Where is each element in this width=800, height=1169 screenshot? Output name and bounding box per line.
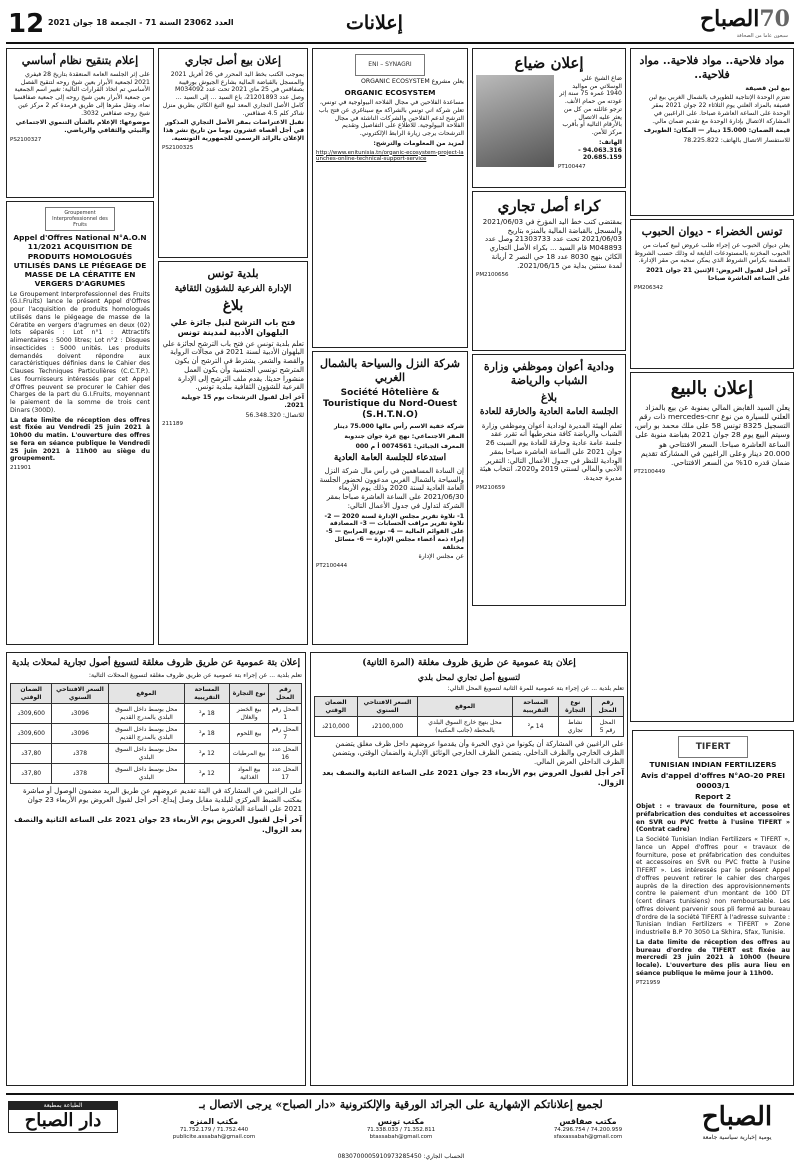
ad-market-left-intro: تعلم بلدية ... عن إجراء بتة عمومية عن طريق ظروف مغلقة لتسويغ المحلات التالية:	[88, 672, 302, 680]
ad-eni-title: ORGANIC ECOSYSTEM	[344, 87, 436, 97]
table-cell: 37,80د	[11, 744, 52, 764]
footer-offices	[126, 1117, 676, 1141]
footer-bank: الحساب الجاري: 0830700005910973285450	[337, 1153, 465, 1160]
ad-rent-body: بمقتضى كتب خط اليد المؤرخ في 2021/06/03 والمسجل بالقباضة المالية بالمنزه بتاريخ 2021/06/03 تحت عدد 21303733 وصل عدد M048893 قام السيد ... بكراء الأصل التجاري الكائن بنهج 8030 عدد 18 حي النصر 2 أريانة لمدة سنتين بداية من 2021/06/15.	[482, 217, 622, 270]
ad-tifert-ref: PT21959	[636, 979, 661, 986]
ad-baladia	[158, 261, 308, 645]
tifert-logo: TIFERT	[678, 736, 748, 758]
ad-kiosk-title: إعلان بيع أصل تجاري	[184, 54, 282, 67]
logo-name: الصباح	[699, 6, 760, 32]
ad-kiosk-body: بموجب الكتب بخط اليد المحرر في 26 أفريل 2021 والمسجل بالقباضة المالية بشارع الجيوش بورقيبة بصفاقس في 25 ماي 2021 تحت عدد M034092 وصل عدد 21201893، باع السيد ... إلى السيد ... كامل الأصل التجاري المعد لبيع التبغ الكائن بطريق منزل شاكر كلم 4.5 صفاقس.	[162, 70, 304, 117]
table-header: الضمان الوقتي	[11, 684, 52, 704]
ad-eni-body: مساعدة الفلاحين في مجال الفلاحة البيولوجية في تونس، تعلن شركة اني تونس بالشراكة مع سيناغري عن فتح باب الترشح لدعم الفلاحين والشركات الناشئة في مجال الفلاحة البيولوجية. للاطلاع على التفاصيل وتقديم الترشحات يرجى زيارة الرابط الإلكتروني.	[318, 99, 464, 137]
ad-hotel-title-ar: شركة النزل والسياحة بالشمال الغربي	[320, 357, 460, 384]
footer-banner: لجميع إعلاناتكم الإشهارية على الجرائد الورقية والإلكترونية «دار الصباح» يرجى الاتصال بـ	[199, 1098, 603, 1111]
footer-print-logo	[8, 1101, 118, 1133]
ad-gifruits-title: Appel d'Offres National N°A.O.N 11/2021 ACQUISITION DE PRODUITS HOMOLOGUÉS UTILISÉS DANS LE PIÉGEAGE DE MASSE DE LA CÉRATITE EN VERGERS D'AGRUMES	[13, 233, 147, 289]
table-cell: 14 م²	[512, 717, 559, 737]
ad-farm-lot: قيمة الضمان: 15.000 دينار — المكان: الطويرف	[643, 127, 790, 135]
table-cell: 2100,000د	[357, 717, 418, 737]
footer-logo-tag: يومية إخبارية سياسية جامعة	[702, 1133, 772, 1141]
ad-market-right-intro: تعلم بلدية ... عن إجراء بتة عمومية للمرة الثانية لتسويغ المحل التالي:	[447, 685, 624, 693]
ad-hotel-meeting-title: استدعاء للجلسة العامة العادية	[333, 452, 447, 463]
table-header: الموقع	[418, 697, 512, 717]
ad-hotel-ref: PT2100444	[316, 563, 348, 569]
ad-baladia-ref: 211189	[162, 421, 183, 428]
ad-kiosk-note: تقبل الاعتراضات بمقر الأصل التجاري المذكور في أجل أقصاه عشرون يوما من تاريخ نشر هذا الإعلان بالرائد الرسمي للجمهورية التونسية.	[163, 119, 304, 142]
table-cell: 309,600د	[11, 704, 52, 724]
table-cell: المحل رقم 7	[269, 724, 302, 744]
footer-office	[126, 1117, 302, 1141]
table-header: الموقع	[108, 684, 184, 704]
table-row	[11, 724, 302, 744]
ad-oran-title: إعلام بتنقيح نظام أساسي	[21, 54, 139, 67]
office-name: مكتب تونس	[377, 1117, 425, 1126]
ad-tifert	[632, 730, 794, 1086]
ad-tender-sale-ref: PT2100449	[634, 469, 666, 476]
ad-oran	[6, 48, 154, 198]
ad-death	[472, 48, 626, 188]
table-header: الضمان الوقتي	[315, 697, 358, 717]
newspaper-logo	[686, 6, 790, 40]
footer-logo	[682, 1101, 792, 1141]
ad-club-sub: بلاغ	[540, 390, 558, 404]
table-cell: بيع اللحوم	[229, 724, 269, 744]
ad-baladia-sub: الإدارة الفرعية للشؤون الثقافية	[174, 283, 292, 294]
ad-tender-sale-title: إعلان بالبيع	[670, 378, 754, 399]
table-cell: محل بوسط داخل السوق البلدي بالمدرج القديم	[108, 724, 184, 744]
ad-market-right-sub: لتسويغ أصل تجاري لمحل بلدي	[417, 672, 521, 683]
ad-hotel-body: إن السادة المساهمين في رأس مال شركة النزل والسياحة بالشمال الغربي مدعوون لحضور الجلسة العامة العادية لسنة 2020 وذلك يوم الأربعاء 2021/06/30 على الساعة العاشرة صباحا بمقر الشركة لتداول في جدول الأعمال التالي:	[319, 466, 464, 510]
market-left-table	[10, 683, 302, 784]
ad-rent-ref: PM2100656	[476, 272, 509, 279]
ad-rent	[472, 191, 626, 351]
table-row	[11, 744, 302, 764]
ad-hotel-sign: عن مجلس الإدارة	[418, 553, 464, 561]
ad-baladia-body: فتح باب الترشح لنيل جائزة علي البلهوان الأدبية لمدينة تونس	[170, 317, 296, 337]
ad-farm-contact: للاستفسار الاتصال بالهاتف: 78.225.822	[683, 137, 790, 144]
table-cell: 37,80د	[11, 764, 52, 784]
ad-market-right-title: إعلان بتة عمومية عن طريق ظروف مغلقة (المرة الثانية)	[362, 658, 576, 668]
ad-ofgrain-title: تونس الخضراء - ديوان الحبوب	[641, 225, 783, 238]
office-phone: 71.752.440 / 71.752.179	[179, 1127, 249, 1133]
table-cell: المحل عدد 17	[269, 764, 302, 784]
ad-gifruits-ref: 211901	[10, 465, 31, 471]
ad-eni-subtitle: يعلن مشروع ORGANIC ECOSYSTEM	[360, 78, 464, 85]
ad-farm-subtitle: بيع لبن قصيفة	[745, 84, 790, 92]
ad-death-title: إعلان ضياع	[514, 54, 584, 72]
office-name: مكتب صفاقس	[559, 1117, 617, 1126]
ad-baladia-notice: بلاغ	[222, 298, 244, 314]
ad-market-left-conditions: على الراغبين في المشاركة في البتة تقديم عروضهم عن طريق البريد مضمون الوصول أو مباشرة بمكتب الضبط المركزي للبلدية مقابل وصل إيداع. آخر أجل لقبول العروض يوم الأربعاء 23 جوان 2021 على الساعة العاشرة صباحا.	[22, 787, 302, 813]
ad-farm	[630, 48, 794, 216]
column-2	[472, 48, 626, 648]
logo-subtitle: سبعون عاما من الصحافة	[736, 33, 788, 39]
column-tifert	[632, 730, 794, 1090]
table-cell: بيع المواد الغذائية	[229, 764, 269, 784]
table-cell: محل بنهج خارج السوق البلدي بالمحطة (جانب المكتبة)	[418, 717, 512, 737]
table-header: المساحة التقريبية	[185, 684, 230, 704]
ad-oran-goals: موضوعها: الإعلام بالشأن التنموي الاجتماعي والبيئي والثقافي والرياضي.	[15, 119, 150, 134]
ad-tifert-object: Objet : « travaux de fourniture, pose et préfabrication des conduites et accessoires en SVR ou PVC frette à l'usine TIFERT » (Contrat cadre)	[636, 803, 790, 834]
table-cell: 3096د	[52, 724, 108, 744]
office-email[interactable]: sfaxassabah@gmail.com	[553, 1133, 623, 1140]
ad-gifruits	[6, 201, 154, 645]
table-cell: المحل رقم 5	[592, 717, 624, 737]
table-cell: 18 م²	[185, 704, 230, 724]
ad-hotel-title-fr: Société Hôtelière & Touristique du Nord-Ouest (S.H.T.N.O)	[322, 387, 458, 420]
logo-years: 70	[759, 6, 790, 32]
section-title: إعلانات	[346, 12, 403, 34]
ad-hotel	[312, 351, 468, 645]
ad-eni-link[interactable]: http://www.enitunisia.tn/organic-ecosystem-project-launches-online-technical-support-service	[316, 149, 464, 163]
table-cell: 309,600د	[11, 724, 52, 744]
ad-market-left	[6, 652, 306, 1086]
ad-baladia-title: بلدية تونس	[207, 267, 259, 280]
column-1	[630, 48, 794, 728]
ad-kiosk	[158, 48, 308, 258]
ad-baladia-deadline: آخر أجل لقبول الترشحات يوم 15 جويلية 2021.	[181, 394, 304, 409]
ad-hotel-address: المقر الاجتماعي: نهج غرة جوان جندوبة	[344, 433, 464, 440]
ad-market-right-deadline: آخر أجل لقبول العروض يوم الأربعاء 23 جوان 2021 على الساعة الثانية والنصف بعد الزوال.	[322, 768, 624, 787]
ad-farm-body: تعتزم الوحدة الإنتاجية للطويرف بالشمال الغربي بيع لبن قصيفة بالمزاد العلني يوم الثلاثاء 22 جوان 2021 بمقر الوحدة على الساعة العاشرة صباحا. على الراغبين في المشاركة الاتصال بإدارة الوحدة مع تقديم ضمان مالي.	[648, 94, 790, 125]
ad-club-meeting: الجلسة العامة العادية والخارقة للعادة	[479, 407, 619, 418]
ad-ofgrain-deadline: آخر أجل لقبول العروض: الإثنين 21 جوان 2021 على الساعة العاشرة صباحا	[646, 267, 790, 282]
table-header: نوع التجارة	[559, 697, 592, 717]
page-header	[6, 6, 794, 44]
ad-oran-body: على إثر الجلسة العامة المنعقدة بتاريخ 28 فيفري 2021 لجمعية الأبرار بعين شيخ روحه لتنقيح الفصل الأساسي تم اتخاذ القرارات التالية: تغيير اسم الجمعية من جمعية الأبرار بعين شيخ روحه إلى جمعية صفاقسيا نماء، ونقل مقرها إلى طريق قرمدة كم 2 مركز عين شيخ روحه صفاقس 3032.	[13, 70, 150, 117]
ad-tender-sale	[630, 372, 794, 722]
table-cell: 378د	[52, 744, 108, 764]
table-header: المساحة التقريبية	[512, 697, 559, 717]
ad-rent-title: كراء أصل تجاري	[497, 197, 601, 215]
ad-ofgrain	[630, 219, 794, 369]
ad-death-phone: الهاتف: 94.063.316 - 20.685.159	[578, 138, 622, 162]
table-cell: محل بوسط داخل السوق البلدي	[108, 764, 184, 784]
footer-office	[313, 1117, 489, 1141]
ad-death-ref: PT100447	[558, 164, 586, 170]
table-header: السعر الافتتاحي السنوي	[52, 684, 108, 704]
ad-hotel-rc: المعرف الجبائي: 0074561 أ م 000	[355, 442, 464, 450]
table-row	[315, 717, 624, 737]
table-cell: 12 م²	[185, 764, 230, 784]
table-cell: 378د	[52, 764, 108, 784]
column-3	[312, 48, 468, 648]
issue-line: العدد 23062 السنة 71 - الجمعة 18 جوان 2021	[48, 18, 234, 27]
ad-hotel-capital: شركة خفية الاسم رأس مالها 75.000 دينار	[334, 423, 464, 431]
table-cell: نشاط تجاري	[559, 717, 592, 737]
ad-ofgrain-body: يعلن ديوان الحبوب عن إجراء طلب عروض لبيع كميات من الحبوب المخزنة بالمستودعات التابعة له وذلك حسب الشروط المضمنة بكراس الشروط الذي يمكن سحبه من مقر الإدارة.	[634, 241, 790, 265]
column-4	[158, 48, 308, 648]
ad-kiosk-ref: PS2100325	[162, 144, 194, 151]
ad-tender-sale-body: يعلن السيد القابض المالي بمنوبة عن بيع بالمزاد العلني للسيارة من نوع mercedes-cnr ذات رقم التسجيل 8325 تونس 58 على ملك محمد بو راس، وسيتم البيع يوم 28 جوان 2021 بقباضة منوبة على الساعة العاشرة صباحا. السعر الافتتاحي هو 20.000 دينار وعلى الراغبين في المشاركة تقديم ضمان قدره 10% من السعر الافتتاحي.	[634, 402, 790, 467]
table-cell: المحل عدد 16	[269, 744, 302, 764]
ad-baladia-text: تعلم بلدية تونس عن فتح باب الترشح لجائزة علي البلهوان الأدبية لسنة 2021 في مجالات الرواية والقصة والشعر. يشترط في الترشح أن يكون المترشح تونسي الجنسية وأن يكون العمل منشورا حديثا. يقدم ملف الترشح إلى الإدارة الفرعية للشؤون الثقافية ببلدية تونس.	[162, 339, 304, 392]
portrait-photo	[476, 75, 554, 167]
ad-baladia-contact: للاتصال: 56.348.320	[245, 411, 304, 419]
table-row	[11, 704, 302, 724]
ad-market-left-title: إعلان بتة عمومية عن طريق ظروف مغلقة لتسويغ أصول تجارية لمحلات بلدية	[11, 658, 301, 668]
ad-tifert-subtitle: Avis d'appel d'offres N°AO-20 PREI 00003/1	[640, 771, 786, 790]
table-header: نوع التجارة	[229, 684, 269, 704]
table-cell: 210,000د	[315, 717, 358, 737]
table-cell: 18 م²	[185, 724, 230, 744]
office-name: مكتب المنزه	[189, 1117, 239, 1126]
footer-logo-name: الصباح	[701, 1102, 773, 1132]
ad-gifruits-deadline: La date limite de réception des offres est fixée au Vendredi 25 juin 2021 à 10h00 du matin. L'ouverture des offres se fera en séance publique le Vendredi 25 juin 2021 à 11h00 au siège du groupement.	[10, 416, 150, 463]
ad-club-ref: PM210659	[476, 484, 506, 491]
ad-club-title: ودادية أعوان وموظفي وزارة الشباب والرياضة	[483, 360, 615, 387]
table-cell: بيع المرطبات	[229, 744, 269, 764]
column-market-right	[310, 652, 628, 1090]
footer-print-name: دار الصباح	[24, 1109, 102, 1131]
table-header: رقم المحل	[269, 684, 302, 704]
office-phone: 74.200.959 / 74.296.754	[553, 1127, 623, 1133]
ad-tifert-title: TUNISIAN INDIAN FERTILIZERS	[649, 760, 777, 769]
column-5	[6, 48, 154, 648]
page-number: 12	[8, 9, 45, 39]
ad-market-right	[310, 652, 628, 1086]
table-header: رقم المحل	[592, 697, 624, 717]
page-footer	[6, 1093, 794, 1163]
table-cell: 3096د	[52, 704, 108, 724]
ad-tifert-report: Report 2	[695, 791, 731, 801]
footer-print-label: الطباعة بمطبعة	[9, 1102, 117, 1110]
footer-office	[500, 1117, 676, 1141]
table-row	[11, 764, 302, 784]
table-cell: محل بوسط داخل السوق البلدي	[108, 744, 184, 764]
ad-ofgrain-ref: PM206342	[634, 284, 664, 291]
office-email[interactable]: btassabah@gmail.com	[369, 1133, 433, 1140]
table-cell: بيع الخضر والغلال	[229, 704, 269, 724]
ad-gifruits-body: Le Groupement Interprofessionnel des Fruits (G.I.Fruits) lance le présent Appel d'Offres pour l'acquisition de produits homologués utilisés dans le piégeage de masse de la Cératite en vergers d'agrumes en deux (02) lots séparés : Lot n°1 : Attractifs alimentaires : 5000 litres; Lot n°2 : Disques insecticides : 5000 unités. Les produits demandés doivent répondre aux caractéristiques définies dans le Cahier des Clauses Techniques Particulières (C.C.T.P.). Les fournisseurs intéressés par cet Appel d'Offres peuvent se procurer le Cahier des Charges de la part du G.I.Fruits, moyennant le paiement de la somme de trois cent Dinars (300D).	[10, 290, 150, 414]
ad-tifert-deadline: La date limite de réception des offres au bureau d'ordre de TIFERT est fixée au mercredi 23 juin 2021 à 10h00 (heure locale). L'ouverture des plis aura lieu en séance publique le même jour à 11h00.	[636, 938, 790, 977]
office-email[interactable]: publicite.assabah@gmail.com	[172, 1133, 256, 1140]
column-market-left	[6, 652, 306, 1090]
ad-hotel-agenda: 1- تلاوة تقرير مجلس الإدارة لسنة 2020 — 2- تلاوة تقرير مراقب الحسابات — 3- المصادقة على القوائم المالية — 4- توزيع المرابيح — 5- إبراء ذمة أعضاء مجلس الإدارة — 6- مسائل مختلفة	[324, 512, 464, 551]
office-phone: 71.352.811 / 71.338.033	[366, 1127, 436, 1133]
ad-club-body: تعلم الهيئة المديرة لودادية أعوان وموظفي وزارة الشباب والرياضة كافة منخرطيها أنه تقرر عقد جلسة عامة عادية وخارقة للعادة يوم السبت 26 جوان 2021 على الساعة العاشرة صباحا بمقر الودادية للنظر في جدول الأعمال التالي: التقرير الأدبي والمالي لسنتي 2019 و2020، انتخاب هيئة مديرة جديدة.	[479, 421, 622, 482]
table-cell: المحل رقم 1	[269, 704, 302, 724]
ad-eni-link-label: لمزيد من المعلومات والترشح:	[373, 139, 464, 147]
ad-tifert-body: La Société Tunisian Indian Fertilizers « TIFERT », lance un Appel d'offres pour « travaux de fourniture, pose et préfabrication des conduites et accessoires en SVR ou PVC frette à l'usine TIFERT ». Les intéressés par le présent Appel d'offres peuvent retirer le cahier des charges auprès de la direction des approvisionnements contre le paiement d'un montant de 100 DT (cent dinars tunisiens) non remboursable. Les offres doivent parvenir sous pli fermé au bureau d'ordre de la société TIFERT à l'adresse suivante : Tunisian Indian Fertilizers « TIFERT » Zone industrielle B.P 70 3050 La Skhira, Sfax, Tunisie.	[636, 836, 790, 936]
eni-synagri-logo: ENI – SYNAGRI	[355, 54, 425, 76]
ad-club	[472, 354, 626, 606]
table-cell: 12 م²	[185, 744, 230, 764]
ad-oran-ref: PS2100327	[10, 136, 42, 143]
ad-death-body: ضاع الشيخ علي الوسلاتي من مواليد 1940 عمره 75 سنة إثر عودته من حمام الأنف. ترجو عائلته من كل من يعثر عليه الاتصال بالأرقام التالية أو بأقرب مركز للأمن.	[559, 74, 622, 136]
ad-farm-title: مواد فلاحية.. مواد فلاحية.. مواد فلاحية..	[639, 54, 785, 81]
market-right-table	[314, 696, 624, 737]
ad-market-left-deadline: آخر أجل لقبول العروض يوم الأربعاء 23 جوان 2021 على الساعة الثانية والنصف بعد الزوال.	[14, 815, 302, 834]
table-cell: محل بوسط داخل السوق البلدي بالمدرج القديم	[108, 704, 184, 724]
ad-eni	[312, 48, 468, 348]
gifruits-logo: Groupement Interprofessionnel des Fruits	[45, 207, 115, 231]
ad-market-right-conditions: على الراغبين في المشاركة أن يكونوا من ذوي الخبرة وأن يقدموا عروضهم داخل ظرف مغلق يتضمن الظرف الخارجي والظرف الداخلي. يتضمن الظرف الخارجي الوثائق الإدارية والضمان الوقتي، ويتضمن الظرف الداخلي العرض المالي.	[332, 740, 624, 766]
table-header: السعر الافتتاحي السنوي	[357, 697, 418, 717]
